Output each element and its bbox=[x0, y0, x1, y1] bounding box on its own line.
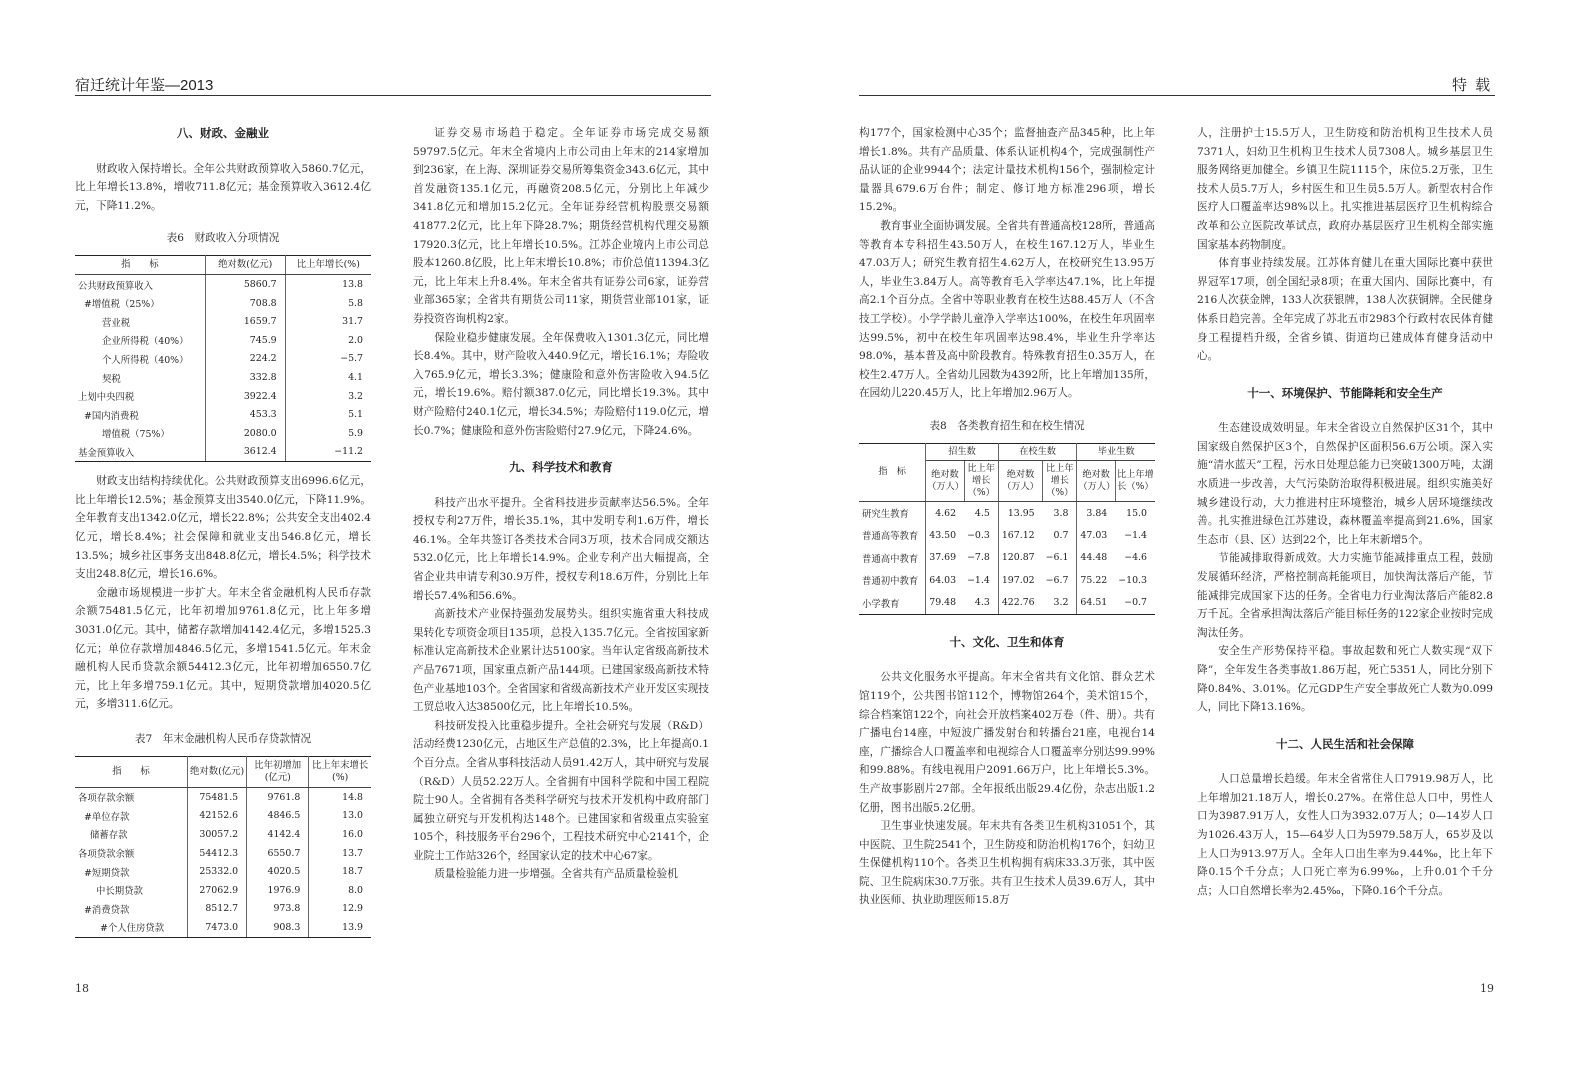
table-row bbox=[75, 405, 371, 424]
row-label: 各项存款余额 bbox=[75, 787, 187, 806]
row-value: 13.9 bbox=[309, 918, 371, 937]
row-value: 42152.6 bbox=[187, 807, 246, 826]
section-10-title: 十、文化、卫生和体育 bbox=[949, 634, 1065, 649]
paragraph: 证券交易市场趋于稳定。全年证券市场完成交易额59797.5亿元。年末全省境内上市公司由上年末的214家增加到236家，在上海、深圳证券交易所筹集资金343.6亿元，其中首发融资135.1亿元，再融资208.5亿元，分别比上年减少341.8亿元和增加15.2亿元。全年证券经营机构股票交易额41877.2亿元，比上年下降28.7%；期货经营机构代理交易额17920.3亿元，比上年增长10.5%。江苏企业境内上市公司总股本1260.8亿股，比上年末增长10.8%；市价总值11394.3亿元，比上年末上升8.4%。年末全省共有证券公司6家，证券营业部365家；全省共有期货公司11家，期货营业部101家，证券投资咨询机构2家。 bbox=[413, 127, 709, 325]
row-value: −0.7 bbox=[1115, 591, 1155, 614]
row-value: 75481.5 bbox=[187, 787, 246, 806]
row-value: 708.8 bbox=[205, 294, 285, 313]
row-value: −0.3 bbox=[964, 524, 998, 546]
table-row bbox=[859, 569, 1155, 591]
table-row bbox=[75, 900, 371, 919]
row-value: 79.48 bbox=[926, 591, 964, 614]
row-value: 9761.8 bbox=[247, 787, 309, 806]
paragraph: 体育事业持续发展。江苏体育健儿在重大国际比赛中获世界冠军17项，创全国纪录8项；在重大国内、国际比赛中，有216人次获金牌，133人次获银牌，138人次获铜牌。全民健身体系日趋完善。全年完成了苏北五市2983个行政村农民体育健身工程提档升级，全省乡镇、街道均已建成体育健身活动中心。 bbox=[1197, 257, 1493, 363]
row-value: 5860.7 bbox=[205, 275, 285, 294]
paragraph: 人，注册护士15.5万人，卫生防疫和防治机构卫生技术人员7371人，妇幼卫生机构卫生技术人员7308人。城乡基层卫生服务网络更加健全。乡镇卫生院1115个，床位5.2万张，卫生技术人员5.7万人，乡村医生和卫生员5.5万人。新型农村合作医疗人口覆盖率达98%以上。扎实推进基层医疗卫生机构综合改革和公立医院改革试点，政府办基层医疗卫生机构全部实施国家基本药物制度。 bbox=[1197, 127, 1493, 251]
table-subheader-cell: 比上年增长（%） bbox=[1043, 460, 1077, 501]
table-row bbox=[75, 862, 371, 881]
row-label: #单位存款 bbox=[75, 807, 187, 826]
column-1 bbox=[75, 124, 371, 938]
row-value: −4.6 bbox=[1124, 552, 1147, 564]
paragraph: 安全生产形势保持平稳。事故起数和死亡人数实现“双下降”，全年发生各类事故1.86万起，死亡5351人，同比分别下降0.84%、3.01%。亿元GDP生产安全事故死亡人数为0.099人，同比下降13.16%。 bbox=[1197, 645, 1493, 714]
paragraph: 财政支出结构持续优化。公共财政预算支出6996.6亿元，比上年增长12.5%；基金预算支出3540.0亿元，下降11.9%。全年教育支出1342.0亿元，增长22.8%；公共安全支出402.4亿元，增长8.4%；社会保障和就业支出546.8亿元，增长13.5%；城乡社区事务支出848.8亿元，增长4.5%；科学技术支出248.8亿元，增长16.6%。 bbox=[75, 475, 371, 581]
row-value: 5.1 bbox=[348, 409, 363, 421]
table-row bbox=[75, 368, 371, 387]
yearbook-title: 宿迁统计年鉴—2013 bbox=[75, 77, 214, 94]
row-value: 16.0 bbox=[342, 828, 363, 840]
paragraph: 构177个，国家检测中心35个；监督抽查产品345种，比上年增长1.8%。共有产品质量、体系认证机构4个，完成强制性产品认证的企业9944个；法定计量技术机构156个，强制检定计量器具679.6万台件；制定、修订地方标准296项，增长15.2%。 bbox=[859, 127, 1155, 214]
table-subheader-cell: 绝对数（万人） bbox=[998, 460, 1042, 501]
row-value: −5.7 bbox=[340, 353, 363, 365]
paragraph: 科技产出水平提升。全省科技进步贡献率达56.5%。全年授权专利27万件，增长35.1%，其中发明专利1.6万件，增长46.1%。全年共签订各类技术合同3万项，技术合同成交额达532.0亿元，比上年增长14.9%。企业专利产出大幅提高，全省企业共申请专利30.9万件，授权专利18.6万件，分别比上年增长57.4%和56.6%。 bbox=[413, 496, 709, 602]
row-label: 小学教育 bbox=[859, 591, 926, 614]
row-value: 13.7 bbox=[342, 847, 363, 859]
row-value: 47.03 bbox=[1080, 529, 1108, 541]
row-value: 4020.5 bbox=[247, 862, 309, 881]
row-value: 13.8 bbox=[342, 279, 363, 291]
row-value: 3.2 bbox=[348, 390, 363, 402]
row-value: −10.3 bbox=[1118, 574, 1147, 586]
paragraph: 人口总量增长趋缓。年末全省常住人口7919.98万人，比上年增加21.18万人，增长0.27%。在常住总人口中，男性人口为3987.91万人，女性人口为3932.07万人；0—14岁人口为1026.43万人，15—64岁人口为5979.58万人，65岁及以上人口为913.97万人。全年人口出生率为9.44‰，比上年下降0.15个千分点；人口死亡率为6.99‰，上升0.01个千分点；人口自然增长率为2.45‰，下降0.16个千分点。 bbox=[1197, 773, 1493, 897]
row-label: 储蓄存款 bbox=[75, 825, 187, 844]
table-header-cell: 比年初增加(亿元) bbox=[247, 756, 309, 787]
header-rule-left bbox=[75, 95, 711, 96]
row-value: 4.62 bbox=[935, 507, 957, 519]
row-value: 908.3 bbox=[247, 918, 309, 937]
row-value: 15.0 bbox=[1126, 507, 1147, 519]
row-value: 14.8 bbox=[342, 791, 363, 803]
table-row bbox=[75, 312, 371, 331]
row-value: 64.51 bbox=[1077, 591, 1115, 614]
row-value: 13.95 bbox=[1007, 507, 1035, 519]
page-number-right: 19 bbox=[1480, 982, 1494, 995]
section-8-title: 八、财政、金融业 bbox=[177, 126, 269, 140]
row-label: 普通高等教育 bbox=[859, 524, 926, 546]
row-label: #消费贷款 bbox=[75, 900, 187, 919]
table-row bbox=[75, 787, 371, 806]
table-row bbox=[75, 424, 371, 443]
table-header-cell: 绝对数(亿元) bbox=[205, 256, 285, 275]
row-value: −6.7 bbox=[1043, 569, 1077, 591]
row-label: 公共财政预算收入 bbox=[75, 275, 205, 294]
table-group-header: 招生数 bbox=[926, 443, 999, 460]
row-value: 4.5 bbox=[964, 501, 998, 524]
paragraph: 节能减排取得新成效。大力实施节能减排重点工程，鼓励发展循环经济，严格控制高耗能项目，加快淘汰落后产能，节能减排完成国家下达的任务。全省电力行业淘汰落后产能82.8万千瓦。全省承担淘汰落后产能目标任务的122家企业按时完成淘汰任务。 bbox=[1197, 552, 1493, 639]
header-rule-right bbox=[859, 95, 1495, 96]
table-row bbox=[75, 918, 371, 937]
table-row bbox=[75, 387, 371, 406]
paragraph: 教育事业全面协调发展。全省共有普通高校128所，普通高等教育本专科招生43.50万人，在校生167.12万人，毕业生47.03万人；研究生教育招生4.62万人，在校研究生13.95万人，毕业生3.84万人。高等教育毛入学率达47.1%，比上年提高2.1个百分点。全省中等职业教育在校生达88.45万人（不含技工学校）。小学学龄儿童净入学率达100%，在校生年巩固率达99.5%，初中在校生年巩固率达98.4%，毕业生升学率达98.0%，基本普及高中阶段教育。特殊教育招生0.35万人，在校生2.47万人。全省幼儿园数为4392所，比上年增加135所，在园幼儿220.45万人，比上年增加2.96万人。 bbox=[859, 219, 1155, 400]
row-value: 64.03 bbox=[929, 574, 957, 586]
section-9-title: 九、科学技术和教育 bbox=[509, 460, 613, 475]
paragraph: 科技研发投入比重稳步提升。全社会研究与发展（R&D）活动经费1230亿元，占地区生产总值的2.3%，比上年提高0.1个百分点。全省从事科技活动人员91.42万人，其中研究与发展（R&D）人员52.22万人。全省拥有中国科学院和中国工程院院士90人。全省拥有各类科学研究与技术开发机构中政府部门属独立研究与开发机构达148个。已建国家和省级重点实验室105个，科技服务平台296个，工程技术研究中心2141个，企业院士工作站326个，经国家认定的技术中心67家。 bbox=[413, 719, 709, 862]
row-value: 224.2 bbox=[205, 350, 285, 369]
row-label: #增值税（25%） bbox=[75, 294, 205, 313]
row-value: 4142.4 bbox=[247, 825, 309, 844]
table-row bbox=[75, 825, 371, 844]
row-label: 普通初中教育 bbox=[859, 569, 926, 591]
table-group-header: 毕业生数 bbox=[1077, 443, 1155, 460]
row-value: −1.4 bbox=[964, 569, 998, 591]
row-value: 3612.4 bbox=[205, 443, 285, 462]
row-label: 各项贷款余额 bbox=[75, 844, 187, 863]
row-value: −7.8 bbox=[964, 547, 998, 569]
row-label: #国内消费税 bbox=[75, 405, 205, 424]
table-row bbox=[859, 547, 1155, 569]
row-value: 8.0 bbox=[348, 884, 363, 896]
row-label: 中长期贷款 bbox=[75, 881, 187, 900]
row-value: 745.9 bbox=[205, 331, 285, 350]
row-label: #短期贷款 bbox=[75, 862, 187, 881]
row-value: −11.2 bbox=[285, 443, 371, 462]
table-row bbox=[75, 331, 371, 350]
table-row bbox=[75, 294, 371, 313]
row-value: −6.1 bbox=[1043, 547, 1077, 569]
table-6-caption: 表6 财政收入分项情况 bbox=[166, 232, 280, 245]
paragraph: 财政收入保持增长。全年公共财政预算收入5860.7亿元，比上年增长13.8%，增收711.8亿元；基金预算收入3612.4亿元，下降11.2%。 bbox=[75, 162, 371, 212]
row-value: 37.69 bbox=[929, 552, 957, 564]
paragraph: 保险业稳步健康发展。全年保费收入1301.3亿元，同比增长8.4%。其中，财产险收入440.9亿元，增长16.1%；寿险收入765.9亿元，增长3.3%；健康险和意外伤害险收入94.5亿元，增长19.6%。赔付额387.0亿元，同比增长19.3%。其中财产险赔付240.1亿元，增长34.5%；寿险赔付119.0亿元，增长0.7%；健康险和意外伤害险赔付27.9亿元，下降24.6%。 bbox=[413, 331, 709, 437]
paragraph: 金融市场规模进一步扩大。年末全省金融机构人民币存款余额75481.5亿元，比年初增加9761.8亿元，比上年多增3031.0亿元。其中，储蓄存款增加4142.4亿元，多增1525.3亿元；单位存款增加4846.5亿元，多增1541.5亿元。年末金融机构人民币贷款余额54412.3亿元，比年初增加6550.7亿元，比上年多增759.1亿元。其中，短期贷款增加4020.5亿元，多增311.6亿元。 bbox=[75, 586, 371, 711]
row-value: 1976.9 bbox=[247, 881, 309, 900]
row-value: 197.02 bbox=[1001, 574, 1035, 586]
table-header-cell: 比上年增长(%) bbox=[285, 256, 371, 275]
row-value: 1659.7 bbox=[205, 312, 285, 331]
row-value: 973.8 bbox=[247, 900, 309, 919]
table-header-cell: 比上年末增长(%) bbox=[309, 756, 371, 787]
row-value: −1.4 bbox=[1124, 529, 1147, 541]
row-value: 167.12 bbox=[1001, 529, 1035, 541]
section-title: 特 载 bbox=[1452, 77, 1493, 94]
row-value: 31.7 bbox=[342, 316, 363, 328]
table-row bbox=[859, 524, 1155, 546]
table-8 bbox=[859, 443, 1155, 615]
row-value: 422.76 bbox=[998, 591, 1042, 614]
table-subheader-cell: 比上年增长（%） bbox=[964, 460, 998, 501]
row-value: 2.0 bbox=[348, 334, 363, 346]
table-7 bbox=[75, 756, 371, 938]
table-row bbox=[75, 443, 371, 462]
row-label: 上划中央四税 bbox=[75, 387, 205, 406]
row-value: 4.3 bbox=[964, 591, 998, 614]
table-row bbox=[859, 501, 1155, 524]
table-7-caption: 表7 年末金融机构人民币存贷款情况 bbox=[134, 732, 312, 745]
table-header-cell: 指 标 bbox=[75, 256, 205, 275]
row-value: 4.1 bbox=[348, 372, 363, 384]
row-value: 453.3 bbox=[205, 405, 285, 424]
row-value: 6550.7 bbox=[247, 844, 309, 863]
table-header-cell: 指 标 bbox=[859, 443, 926, 501]
row-label: 契税 bbox=[75, 368, 205, 387]
table-header-cell: 绝对数(亿元) bbox=[187, 756, 246, 787]
row-value: 27062.9 bbox=[187, 881, 246, 900]
paragraph: 生态建设成效明显。年末全省设立自然保护区31个，其中国家级自然保护区3个，自然保护区面积56.6万公顷。深入实施“清水蓝天”工程，污水日处理总能力已突破1300万吨，太湖水质进一步改善，大气污染防治取得积极进展。组织实施美好城乡建设行动，大力推进村庄环境整治，城乡人居环境继续改善。扎实推进绿色江苏建设，森林覆盖率提高到21.6%，国家生态市（县、区）达到22个，比上年末新增5个。 bbox=[1197, 422, 1493, 546]
row-value: 18.7 bbox=[342, 866, 363, 878]
row-value: 332.8 bbox=[205, 368, 285, 387]
table-row bbox=[75, 807, 371, 826]
row-value: 12.9 bbox=[342, 903, 363, 915]
table-row bbox=[75, 350, 371, 369]
row-value: 13.0 bbox=[342, 810, 363, 822]
table-header-cell: 指 标 bbox=[75, 756, 187, 787]
paragraph: 高新技术产业保持强劲发展势头。组织实施省重大科技成果转化专项资金项目135项，总投入135.7亿元。全省按国家新标准认定高新技术企业累计达5100家。当年认定省级高新技术产品7671项，国家重点新产品144项。已建国家级高新技术特色产业基地103个。全省国家和省级高新技术产业开发区实现技工贸总收入达38500亿元，比上年增长10.5%。 bbox=[413, 608, 709, 714]
row-value: 8512.7 bbox=[187, 900, 246, 919]
row-value: 7473.0 bbox=[187, 918, 246, 937]
table-subheader-cell: 绝对数（万人） bbox=[1077, 460, 1115, 501]
table-subheader-cell: 绝对数（万人） bbox=[926, 460, 964, 501]
row-label: 企业所得税（40%） bbox=[75, 331, 205, 350]
column-2 bbox=[413, 124, 709, 884]
row-value: 75.22 bbox=[1080, 574, 1108, 586]
row-label: 营业税 bbox=[75, 312, 205, 331]
row-value: 2080.0 bbox=[205, 424, 285, 443]
table-row bbox=[75, 844, 371, 863]
row-value: 3.8 bbox=[1043, 501, 1077, 524]
row-label: 个人所得税（40%） bbox=[75, 350, 205, 369]
row-label: 基金预算收入 bbox=[75, 443, 205, 462]
row-value: 120.87 bbox=[1001, 552, 1035, 564]
row-label: #个人住房贷款 bbox=[75, 918, 187, 937]
section-11-title: 十一、环境保护、节能降耗和安全生产 bbox=[1247, 385, 1443, 400]
column-4 bbox=[1197, 124, 1493, 900]
paragraph: 卫生事业快速发展。年末共有各类卫生机构31051个，其中医院、卫生院2541个，卫生防疫和防治机构176个，妇幼卫生保健机构110个。各类卫生机构拥有病床33.3万张，其中医院、卫生院病床30.7万张。共有卫生技术人员39.6万人，其中执业医师、执业助理医师15.8万 bbox=[859, 820, 1155, 907]
row-value: 0.7 bbox=[1043, 524, 1077, 546]
row-value: 43.50 bbox=[929, 529, 957, 541]
table-group-header: 在校生数 bbox=[998, 443, 1077, 460]
column-3 bbox=[859, 124, 1155, 910]
row-value: 5.9 bbox=[348, 427, 363, 439]
row-label: 普通高中教育 bbox=[859, 547, 926, 569]
row-value: 5.8 bbox=[348, 297, 363, 309]
row-label: 增值税（75%） bbox=[75, 424, 205, 443]
row-value: 54412.3 bbox=[187, 844, 246, 863]
page-number-left: 18 bbox=[75, 982, 89, 995]
table-row bbox=[75, 275, 371, 294]
row-value: 3.84 bbox=[1086, 507, 1108, 519]
row-value: 30057.2 bbox=[187, 825, 246, 844]
table-row bbox=[75, 881, 371, 900]
table-8-caption: 表8 各类教育招生和在校生情况 bbox=[929, 419, 1085, 432]
table-subheader-cell: 比上年增长（%） bbox=[1115, 460, 1155, 501]
row-value: 4846.5 bbox=[247, 807, 309, 826]
row-value: 25332.0 bbox=[187, 862, 246, 881]
paragraph: 公共文化服务水平提高。年末全省共有文化馆、群众艺术馆119个，公共图书馆112个，博物馆264个，美术馆15个，综合档案馆122个，向社会开放档案402万卷（件、册）。共有广播电台14座，中短波广播发射台和转播台21座，电视台14座，广播综合人口覆盖率和电视综合人口覆盖率分别达99.99%和99.88%。有线电视用户2091.66万户，比上年增长5.3%。生产故事影剧片27部。全年报纸出版29.4亿份，杂志出版1.2亿册，图书出版5.2亿册。 bbox=[859, 671, 1155, 814]
table-6 bbox=[75, 255, 371, 462]
section-12-title: 十二、人民生活和社会保障 bbox=[1276, 736, 1414, 751]
row-label: 研究生教育 bbox=[859, 501, 926, 524]
row-value: 3.2 bbox=[1043, 591, 1077, 614]
row-value: 44.48 bbox=[1080, 552, 1108, 564]
paragraph: 质量检验能力进一步增强。全省共有产品质量检验机 bbox=[434, 868, 678, 881]
row-value: 3922.4 bbox=[205, 387, 285, 406]
table-row bbox=[859, 591, 1155, 614]
